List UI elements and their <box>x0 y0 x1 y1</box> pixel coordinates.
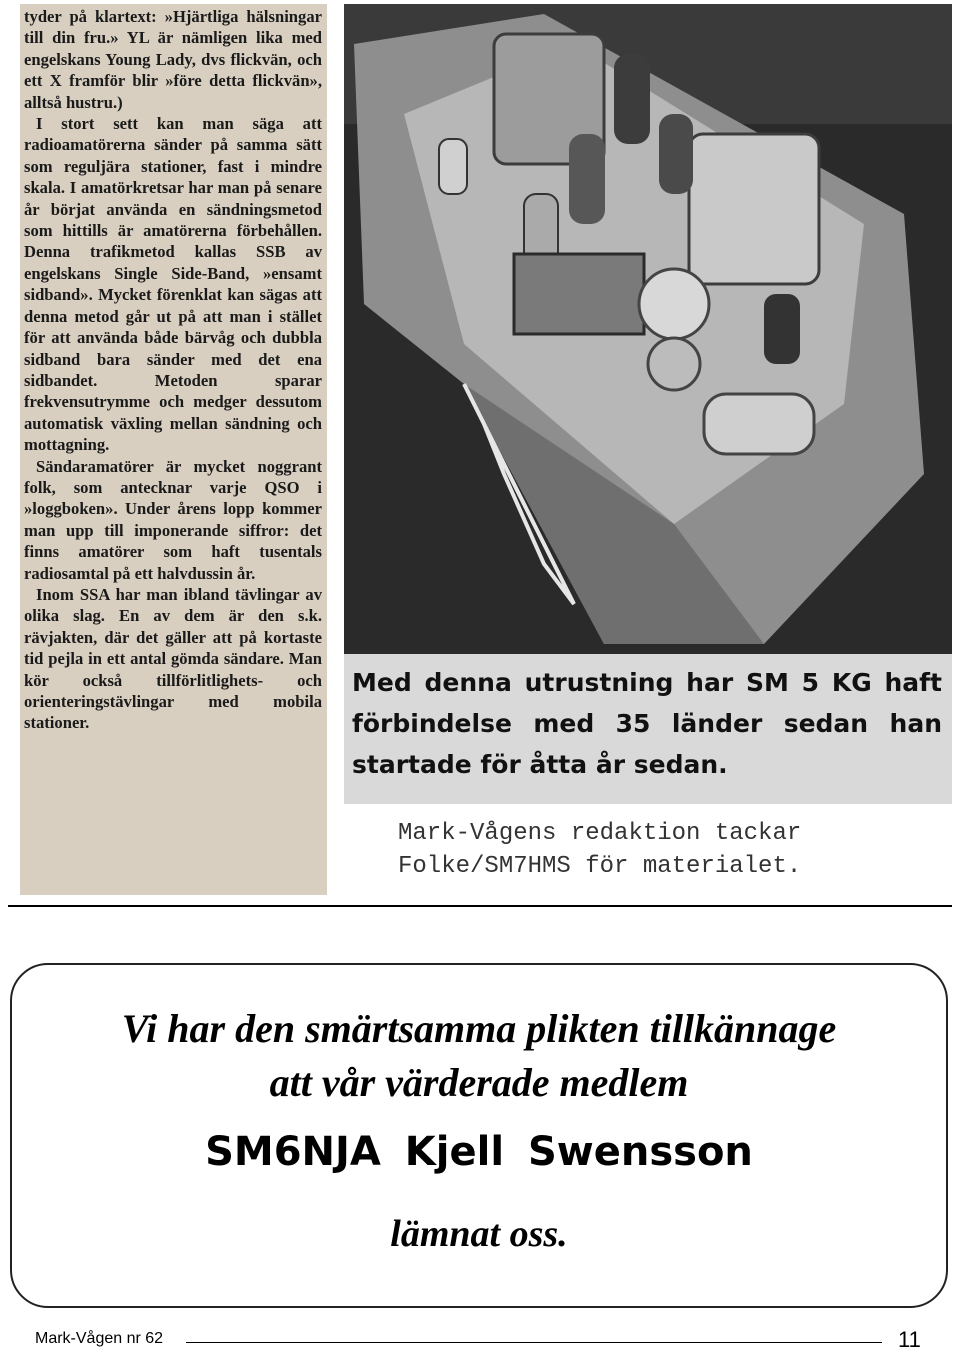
notice-line-2: att vår värderade medlem <box>269 1060 689 1105</box>
notice-member-name: SM6NJA Kjell Swensson <box>205 1129 753 1175</box>
page-number: 11 <box>898 1327 921 1352</box>
footer-rule <box>186 1342 882 1343</box>
clipping-paragraph: Sändaramatörer är mycket noggrant folk, som antecknar varje QSO i »loggboken». Under årens lopp kommer man upp till imponerande siffror: det finns amatörer som haft tusentals radiosamtal på ett halvdussin år. <box>24 456 322 583</box>
radio-chassis-illustration <box>344 4 952 654</box>
credit-note: Mark-Vågens redaktion tackar Folke/SM7HMS för materialet. <box>398 820 802 880</box>
clipping-paragraph: tyder på klartext: »Hjärtliga hälsningar till din fru.» YL är nämligen lika med engelskans Young Lady, dvs flickvän, och ett X framför blir »före detta flickvän», alltså hustru.) <box>24 7 322 112</box>
notice-line-1: Vi har den smärtsamma plikten tillkännage <box>121 1006 837 1051</box>
footer-publication: Mark-Vågen nr 62 <box>35 1330 164 1347</box>
radio-equipment-photo <box>344 4 952 804</box>
photo-caption: Med denna utrustning har SM 5 KG haft förbindelse med 35 länder sedan han startade för åtta år sedan. <box>352 668 942 779</box>
section-divider <box>8 905 952 907</box>
newspaper-clipping <box>20 4 327 895</box>
obituary-notice-box <box>10 963 948 1308</box>
clipping-text <box>24 6 322 734</box>
clipping-paragraph: Inom SSA har man ibland tävlingar av olika slag. En av dem är den s.k. rävjakten, där det gäller att på kortaste tid pejla in ett antal gömda sändare. Man kör också tillförlitlighets- och orienteringstävlingar med mobila stationer. <box>24 584 322 733</box>
clipping-paragraph: I stort sett kan man säga att radioamatörerna sänder på samma sätt som reguljära stationer, fast i mindre skala. I amatörkretsar har man på senare år börjat använda en sändningsmetod som hittills är amatörerna förbehållen. Denna trafikmetod kallas SSB av engelskans Single Side-Band, »ensamt sidband». Mycket förenklat kan sägas att denna metod går ut på att man i stället för att använda både bärvåg och dubbla sidband bara sänder med det ena sidbandet. Metoden sparar frekvensutrymme och medger dessutom automatisk växling mellan sändning och mottagning. <box>24 114 322 455</box>
notice-line-4: lämnat oss. <box>390 1213 568 1255</box>
